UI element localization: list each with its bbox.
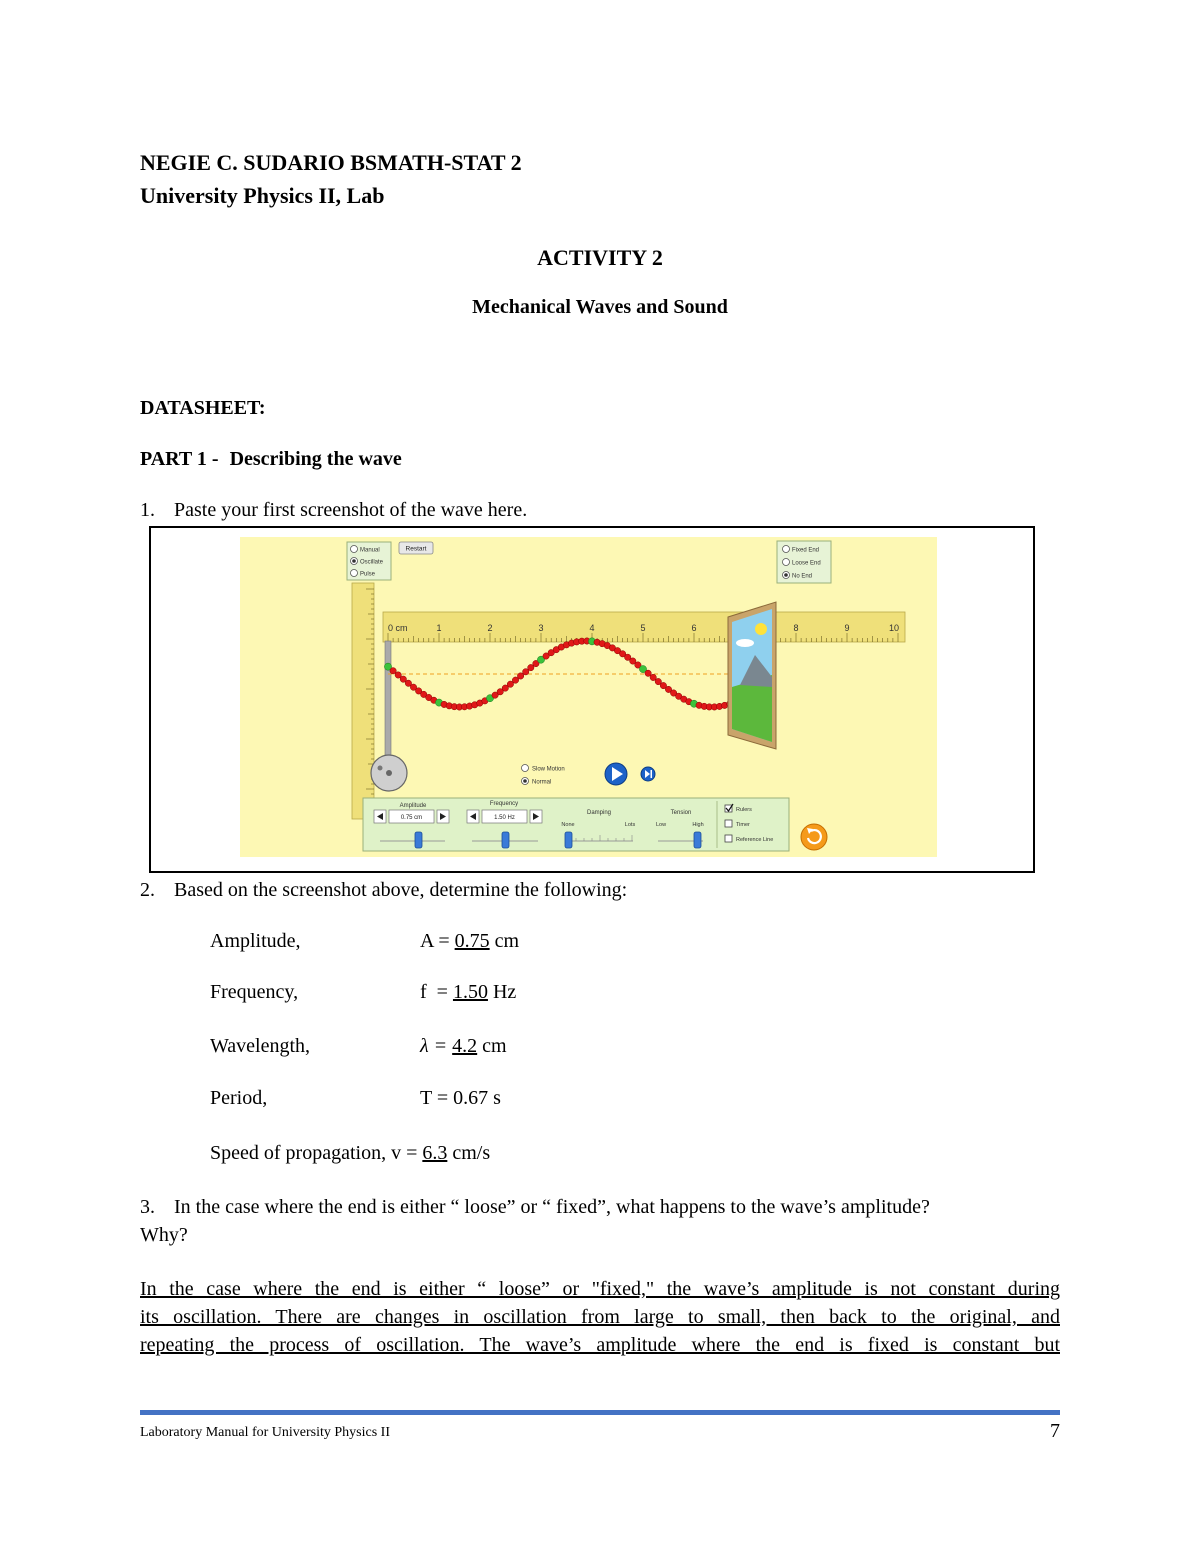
radio-normal-label: Normal: [532, 779, 552, 786]
radio-normal[interactable]: [522, 778, 552, 786]
speed-unit: cm/s: [447, 1142, 491, 1164]
wavelength-row-value: [420, 1035, 507, 1058]
speed-answer: 6.3: [422, 1142, 448, 1164]
damping-lots-label: Lots: [624, 822, 636, 828]
activity-subtitle: Mechanical Waves and Sound: [472, 296, 728, 318]
answer-paragraph: [140, 1275, 1060, 1359]
amplitude-decrease-button[interactable]: [374, 810, 386, 823]
amplitude-symbol: A =: [420, 930, 455, 952]
radio-pulse-label: Pulse: [360, 571, 376, 578]
question-2: [140, 879, 627, 902]
datasheet-label: DATASHEET:: [140, 397, 266, 419]
frequency-value: 1.50 Hz: [494, 815, 515, 821]
oscillator-rod: [385, 641, 391, 766]
question-1: [140, 499, 527, 522]
sun-icon: [755, 623, 767, 635]
checkbox-reference-line[interactable]: [725, 835, 773, 843]
answer-line-3: repeating the process of oscillation. The wave’s amplitude where the end is fixed is constant but: [140, 1334, 1060, 1356]
mode-radio-panel: [347, 542, 391, 580]
horizontal-ruler[interactable]: [383, 612, 905, 642]
restart-button[interactable]: [399, 542, 433, 554]
question-1-text: Paste your first screenshot of the wave here.: [174, 499, 528, 521]
frequency-decrease-button[interactable]: [467, 810, 479, 823]
ruler-label: 9: [844, 623, 850, 633]
cloud-icon: [736, 639, 754, 647]
period-row-value: T = 0.67 s: [420, 1087, 501, 1109]
question-3-text: In the case where the end is either “ loose” or “ fixed”, what happens to the wave’s amplitude?: [174, 1196, 930, 1218]
ruler-label: 10: [888, 623, 900, 633]
amplitude-row-value: [420, 930, 519, 953]
part1-title: Describing the wave: [229, 448, 402, 470]
part1-heading: [140, 448, 402, 471]
wave-simulation-screenshot: [240, 537, 937, 857]
frequency-slider-thumb[interactable]: [502, 832, 509, 848]
frequency-row-value: [420, 981, 516, 1004]
page-number: 7: [1050, 1420, 1060, 1442]
ruler-label: 8: [793, 623, 799, 633]
amplitude-row-label: Amplitude,: [210, 930, 301, 952]
amplitude-value: 0.75 cm: [400, 815, 423, 821]
radio-oscillate[interactable]: [351, 558, 384, 566]
ruler-label: 1: [436, 623, 442, 633]
checkbox-timer-label: Timer: [736, 822, 750, 828]
part1-label: PART 1 -: [140, 448, 219, 470]
amplitude-increase-button[interactable]: [437, 810, 449, 823]
restart-button-label: Restart: [405, 545, 427, 553]
control-panel: [363, 798, 789, 851]
radio-manual-label: Manual: [360, 547, 380, 554]
question-1-number: 1.: [140, 499, 155, 521]
tension-slider-thumb[interactable]: [694, 832, 701, 848]
wavelength-answer: 4.2: [452, 1035, 478, 1057]
radio-no-end[interactable]: [783, 572, 813, 580]
radio-fixed-end-label: Fixed End: [792, 547, 820, 554]
footer-manual-title: Laboratory Manual for University Physics II: [140, 1425, 390, 1440]
frequency-unit: Hz: [487, 981, 517, 1003]
footer-divider: [140, 1410, 1060, 1415]
frequency-field[interactable]: [482, 810, 527, 823]
play-button[interactable]: [605, 763, 627, 785]
radio-fixed-end[interactable]: [783, 546, 820, 554]
ruler-label: 6: [691, 623, 697, 633]
frequency-symbol: f =: [420, 981, 453, 1003]
ruler-label: 4: [589, 623, 595, 633]
radio-loose-end-label: Loose End: [792, 560, 821, 567]
frequency-answer: 1.50: [452, 981, 488, 1003]
activity-title: ACTIVITY 2: [537, 245, 663, 270]
speed-row: [210, 1142, 490, 1165]
tension-low-label: Low: [655, 822, 667, 828]
damping-label: Damping: [586, 810, 612, 816]
amplitude-answer: 0.75: [454, 930, 490, 952]
question-3: [140, 1196, 930, 1219]
window-no-end: [728, 602, 776, 749]
damping-none-label: None: [561, 822, 575, 828]
amplitude-slider-thumb[interactable]: [415, 832, 422, 848]
wavelength-symbol: λ =: [420, 1035, 453, 1057]
bead: [395, 672, 401, 678]
question-2-number: 2.: [140, 879, 155, 901]
vertical-ruler[interactable]: [352, 583, 374, 819]
question-3-why: Why?: [140, 1224, 188, 1246]
answer-line-1: In the case where the end is either “ loose” or "fixed," the wave’s amplitude is not constant during: [140, 1278, 1060, 1300]
radio-slow-motion-label: Slow Motion: [532, 766, 565, 773]
course-title: University Physics II, Lab: [140, 183, 385, 208]
checkbox-rulers-label: Rulers: [736, 807, 752, 813]
ruler-label: 3: [538, 623, 544, 633]
frequency-increase-button[interactable]: [530, 810, 542, 823]
frequency-label: Frequency: [489, 801, 519, 807]
amplitude-unit: cm: [489, 930, 520, 952]
step-button[interactable]: [641, 767, 655, 781]
bead: [517, 673, 523, 679]
amplitude-field[interactable]: [389, 810, 434, 823]
bead: [390, 668, 396, 674]
answer-line-2: its oscillation. There are changes in oscillation from large to small, then back to the original, and: [140, 1306, 1060, 1328]
damping-slider-thumb[interactable]: [565, 832, 572, 848]
oscillator-wheel: [371, 755, 407, 791]
speed-label: Speed of propagation, v =: [210, 1142, 423, 1164]
ruler-label: 2: [487, 623, 493, 633]
bead: [645, 670, 651, 676]
question-3-number: 3.: [140, 1196, 155, 1218]
reset-all-button[interactable]: [801, 824, 827, 850]
student-name: NEGIE C. SUDARIO BSMATH-STAT 2: [140, 150, 522, 175]
wavelength-row-label: Wavelength,: [210, 1035, 311, 1057]
amplitude-label: Amplitude: [399, 803, 427, 809]
tension-label: Tension: [670, 810, 692, 816]
tension-high-label: High: [692, 822, 704, 828]
period-row-label: Period,: [210, 1087, 268, 1109]
frequency-row-label: Frequency,: [210, 981, 299, 1003]
radio-no-end-label: No End: [792, 573, 813, 580]
checkbox-reference-line-label: Reference Line: [736, 837, 774, 843]
radio-oscillate-label: Oscillate: [360, 559, 384, 566]
wavelength-unit: cm: [477, 1035, 507, 1057]
ruler-label: 0 cm: [388, 623, 408, 633]
question-2-text: Based on the screenshot above, determine the following:: [174, 879, 628, 901]
radio-pulse[interactable]: [351, 570, 376, 578]
end-type-radio-panel: [777, 541, 831, 583]
ruler-label: 5: [640, 623, 646, 633]
checkbox-timer[interactable]: [725, 820, 750, 828]
radio-manual[interactable]: [351, 546, 380, 554]
